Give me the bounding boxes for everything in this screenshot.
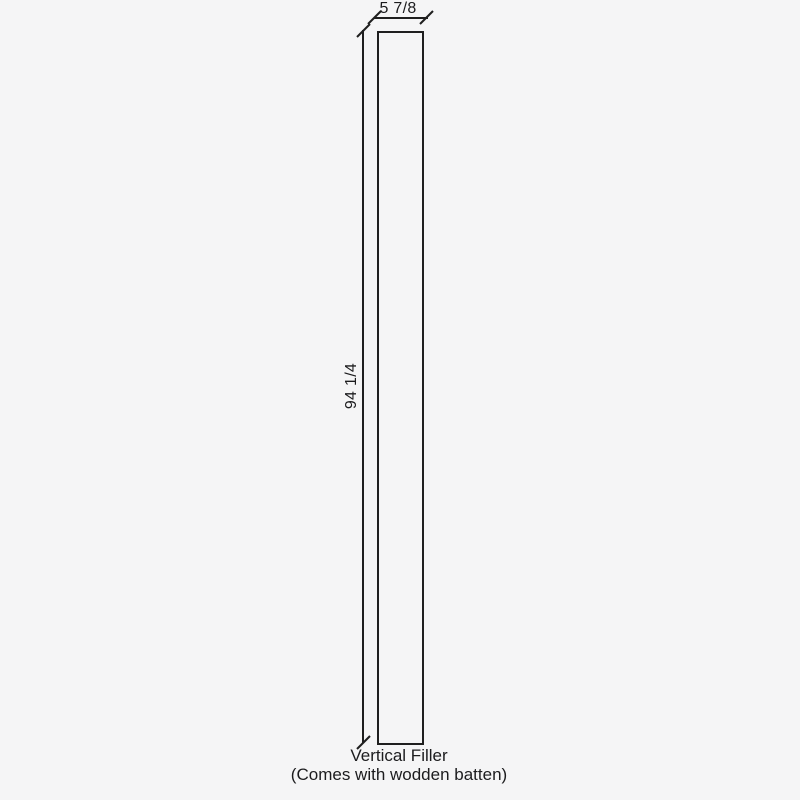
caption-subtitle: (Comes with wodden batten) bbox=[290, 765, 508, 784]
caption bbox=[291, 746, 507, 784]
height-dimension-label: 94 1/4 bbox=[343, 362, 360, 410]
caption-title: Vertical Filler bbox=[350, 746, 448, 765]
width-dimension-label: 5 7/8 bbox=[379, 0, 417, 17]
filler-panel-outline bbox=[378, 32, 423, 744]
